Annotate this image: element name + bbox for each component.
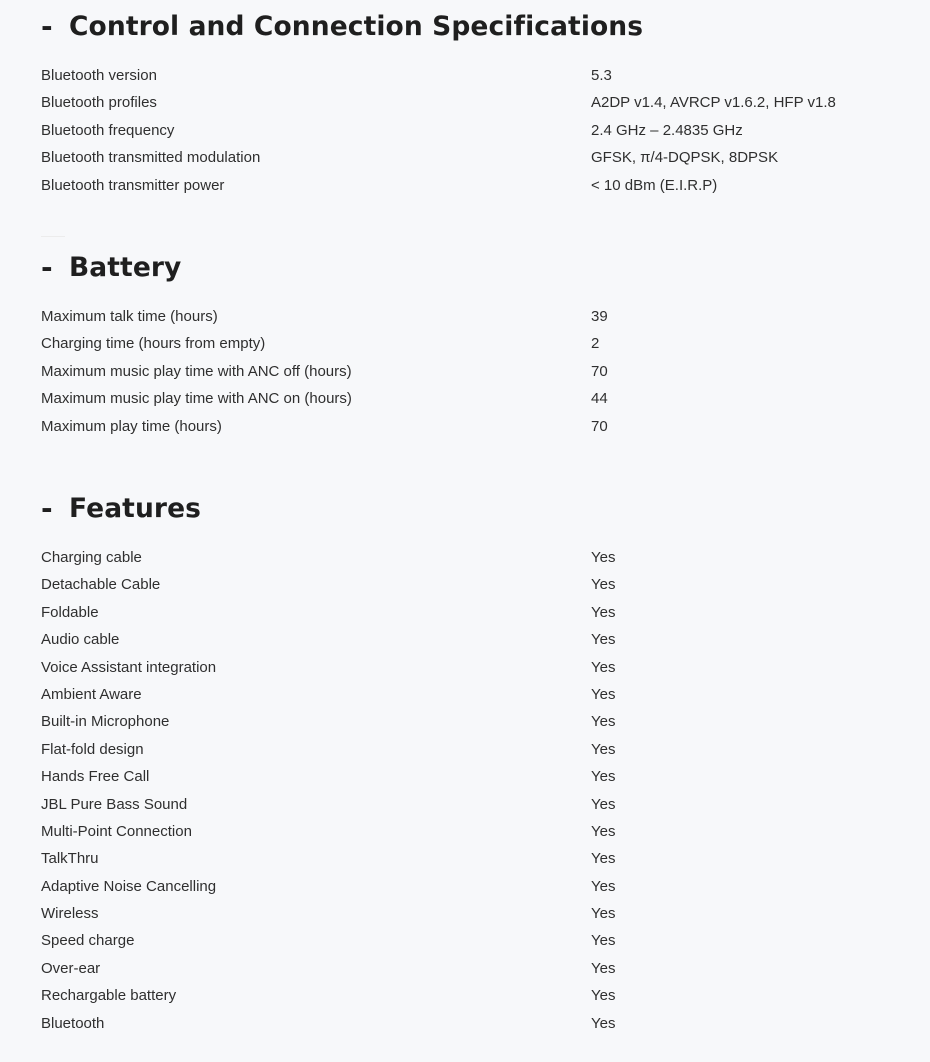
spec-row xyxy=(0,94,930,121)
spec-value: Yes xyxy=(591,932,616,950)
spec-value: 70 xyxy=(591,362,608,380)
spec-row xyxy=(0,932,930,959)
spec-label: Bluetooth transmitter power xyxy=(41,176,225,194)
spec-label: Rechargable battery xyxy=(41,987,177,1005)
spec-row xyxy=(0,363,930,390)
spec-label: TalkThru xyxy=(41,850,99,868)
spec-value: Yes xyxy=(591,959,616,977)
section-divider xyxy=(41,236,65,237)
spec-row xyxy=(0,576,930,603)
spec-row xyxy=(0,768,930,795)
spec-label: Bluetooth version xyxy=(41,67,157,84)
spec-table xyxy=(0,308,930,445)
spec-row xyxy=(0,418,930,445)
spec-label: Maximum play time (hours) xyxy=(41,417,222,435)
spec-row xyxy=(0,308,930,335)
spec-value: Yes xyxy=(591,987,616,1005)
spec-label: Maximum music play time with ANC off (hours) xyxy=(41,362,352,380)
spec-row xyxy=(0,713,930,740)
section-toggle-battery[interactable] xyxy=(41,251,181,285)
spec-value: 2 xyxy=(591,335,600,353)
collapse-icon: - xyxy=(41,10,53,43)
spec-value: 2.4 GHz – 2.4835 GHz xyxy=(591,121,743,139)
spec-row xyxy=(0,960,930,987)
spec-label: Audio cable xyxy=(41,631,120,649)
spec-value: Yes xyxy=(591,877,616,895)
spec-label: Voice Assistant integration xyxy=(41,658,217,676)
spec-row xyxy=(0,905,930,932)
spec-table xyxy=(0,67,930,204)
spec-value: 5.3 xyxy=(591,67,612,84)
section-toggle-features[interactable] xyxy=(41,492,201,526)
spec-label: Hands Free Call xyxy=(41,768,150,786)
spec-value: 39 xyxy=(591,308,608,325)
spec-label: Bluetooth frequency xyxy=(41,121,175,139)
spec-label: Multi-Point Connection xyxy=(41,822,192,840)
spec-label: Bluetooth transmitted modulation xyxy=(41,149,261,167)
section-title: Features xyxy=(69,493,202,524)
spec-value: Yes xyxy=(591,795,616,813)
spec-row xyxy=(0,67,930,94)
spec-value: Yes xyxy=(591,822,616,840)
spec-value: Yes xyxy=(591,713,616,731)
spec-row xyxy=(0,686,930,713)
spec-label: Maximum talk time (hours) xyxy=(41,308,218,325)
spec-label: Charging cable xyxy=(41,549,142,566)
spec-row xyxy=(0,122,930,149)
spec-value: Yes xyxy=(591,658,616,676)
spec-row xyxy=(0,604,930,631)
spec-label: Over-ear xyxy=(41,959,101,977)
section-title: Control and Connection Specifications xyxy=(69,11,644,42)
spec-value: Yes xyxy=(591,685,616,703)
spec-value: 44 xyxy=(591,390,608,408)
spec-label: Speed charge xyxy=(41,932,135,950)
spec-row xyxy=(0,177,930,204)
spec-label: Built-in Microphone xyxy=(41,713,170,731)
spec-row xyxy=(0,149,930,176)
spec-value: Yes xyxy=(591,576,616,594)
spec-value: Yes xyxy=(591,850,616,868)
spec-label: Ambient Aware xyxy=(41,685,142,703)
spec-label: Bluetooth xyxy=(41,1014,105,1032)
spec-row xyxy=(0,796,930,823)
spec-label: Maximum music play time with ANC on (hours) xyxy=(41,390,352,408)
spec-label: Detachable Cable xyxy=(41,576,161,594)
spec-value: < 10 dBm (E.I.R.P) xyxy=(591,176,718,194)
section-toggle-control-connection[interactable] xyxy=(41,10,643,44)
spec-label: Wireless xyxy=(41,905,99,923)
spec-row xyxy=(0,390,930,417)
spec-label: Adaptive Noise Cancelling xyxy=(41,877,217,895)
spec-value: Yes xyxy=(591,740,616,758)
spec-value: Yes xyxy=(591,631,616,649)
spec-row xyxy=(0,987,930,1014)
spec-label: Flat-fold design xyxy=(41,740,144,758)
spec-row xyxy=(0,850,930,877)
spec-row xyxy=(0,878,930,905)
spec-label: JBL Pure Bass Sound xyxy=(41,795,188,813)
spec-value: GFSK, π/4-DQPSK, 8DPSK xyxy=(591,149,779,167)
spec-label: Bluetooth profiles xyxy=(41,94,157,112)
spec-row xyxy=(0,549,930,576)
spec-row xyxy=(0,659,930,686)
spec-value: A2DP v1.4, AVRCP v1.6.2, HFP v1.8 xyxy=(591,94,836,112)
spec-value: Yes xyxy=(591,603,616,621)
spec-row xyxy=(0,631,930,658)
spec-row xyxy=(0,823,930,850)
spec-value: Yes xyxy=(591,905,616,923)
spec-row xyxy=(0,741,930,768)
spec-value: 70 xyxy=(591,417,608,435)
section-title: Battery xyxy=(69,252,182,283)
spec-value: Yes xyxy=(591,768,616,786)
spec-value: Yes xyxy=(591,549,616,566)
spec-table xyxy=(0,549,930,1042)
spec-row xyxy=(0,1015,930,1042)
collapse-icon: - xyxy=(41,492,53,525)
spec-label: Foldable xyxy=(41,603,99,621)
collapse-icon: - xyxy=(41,251,53,284)
spec-label: Charging time (hours from empty) xyxy=(41,335,266,353)
spec-row xyxy=(0,335,930,362)
spec-value: Yes xyxy=(591,1014,616,1032)
